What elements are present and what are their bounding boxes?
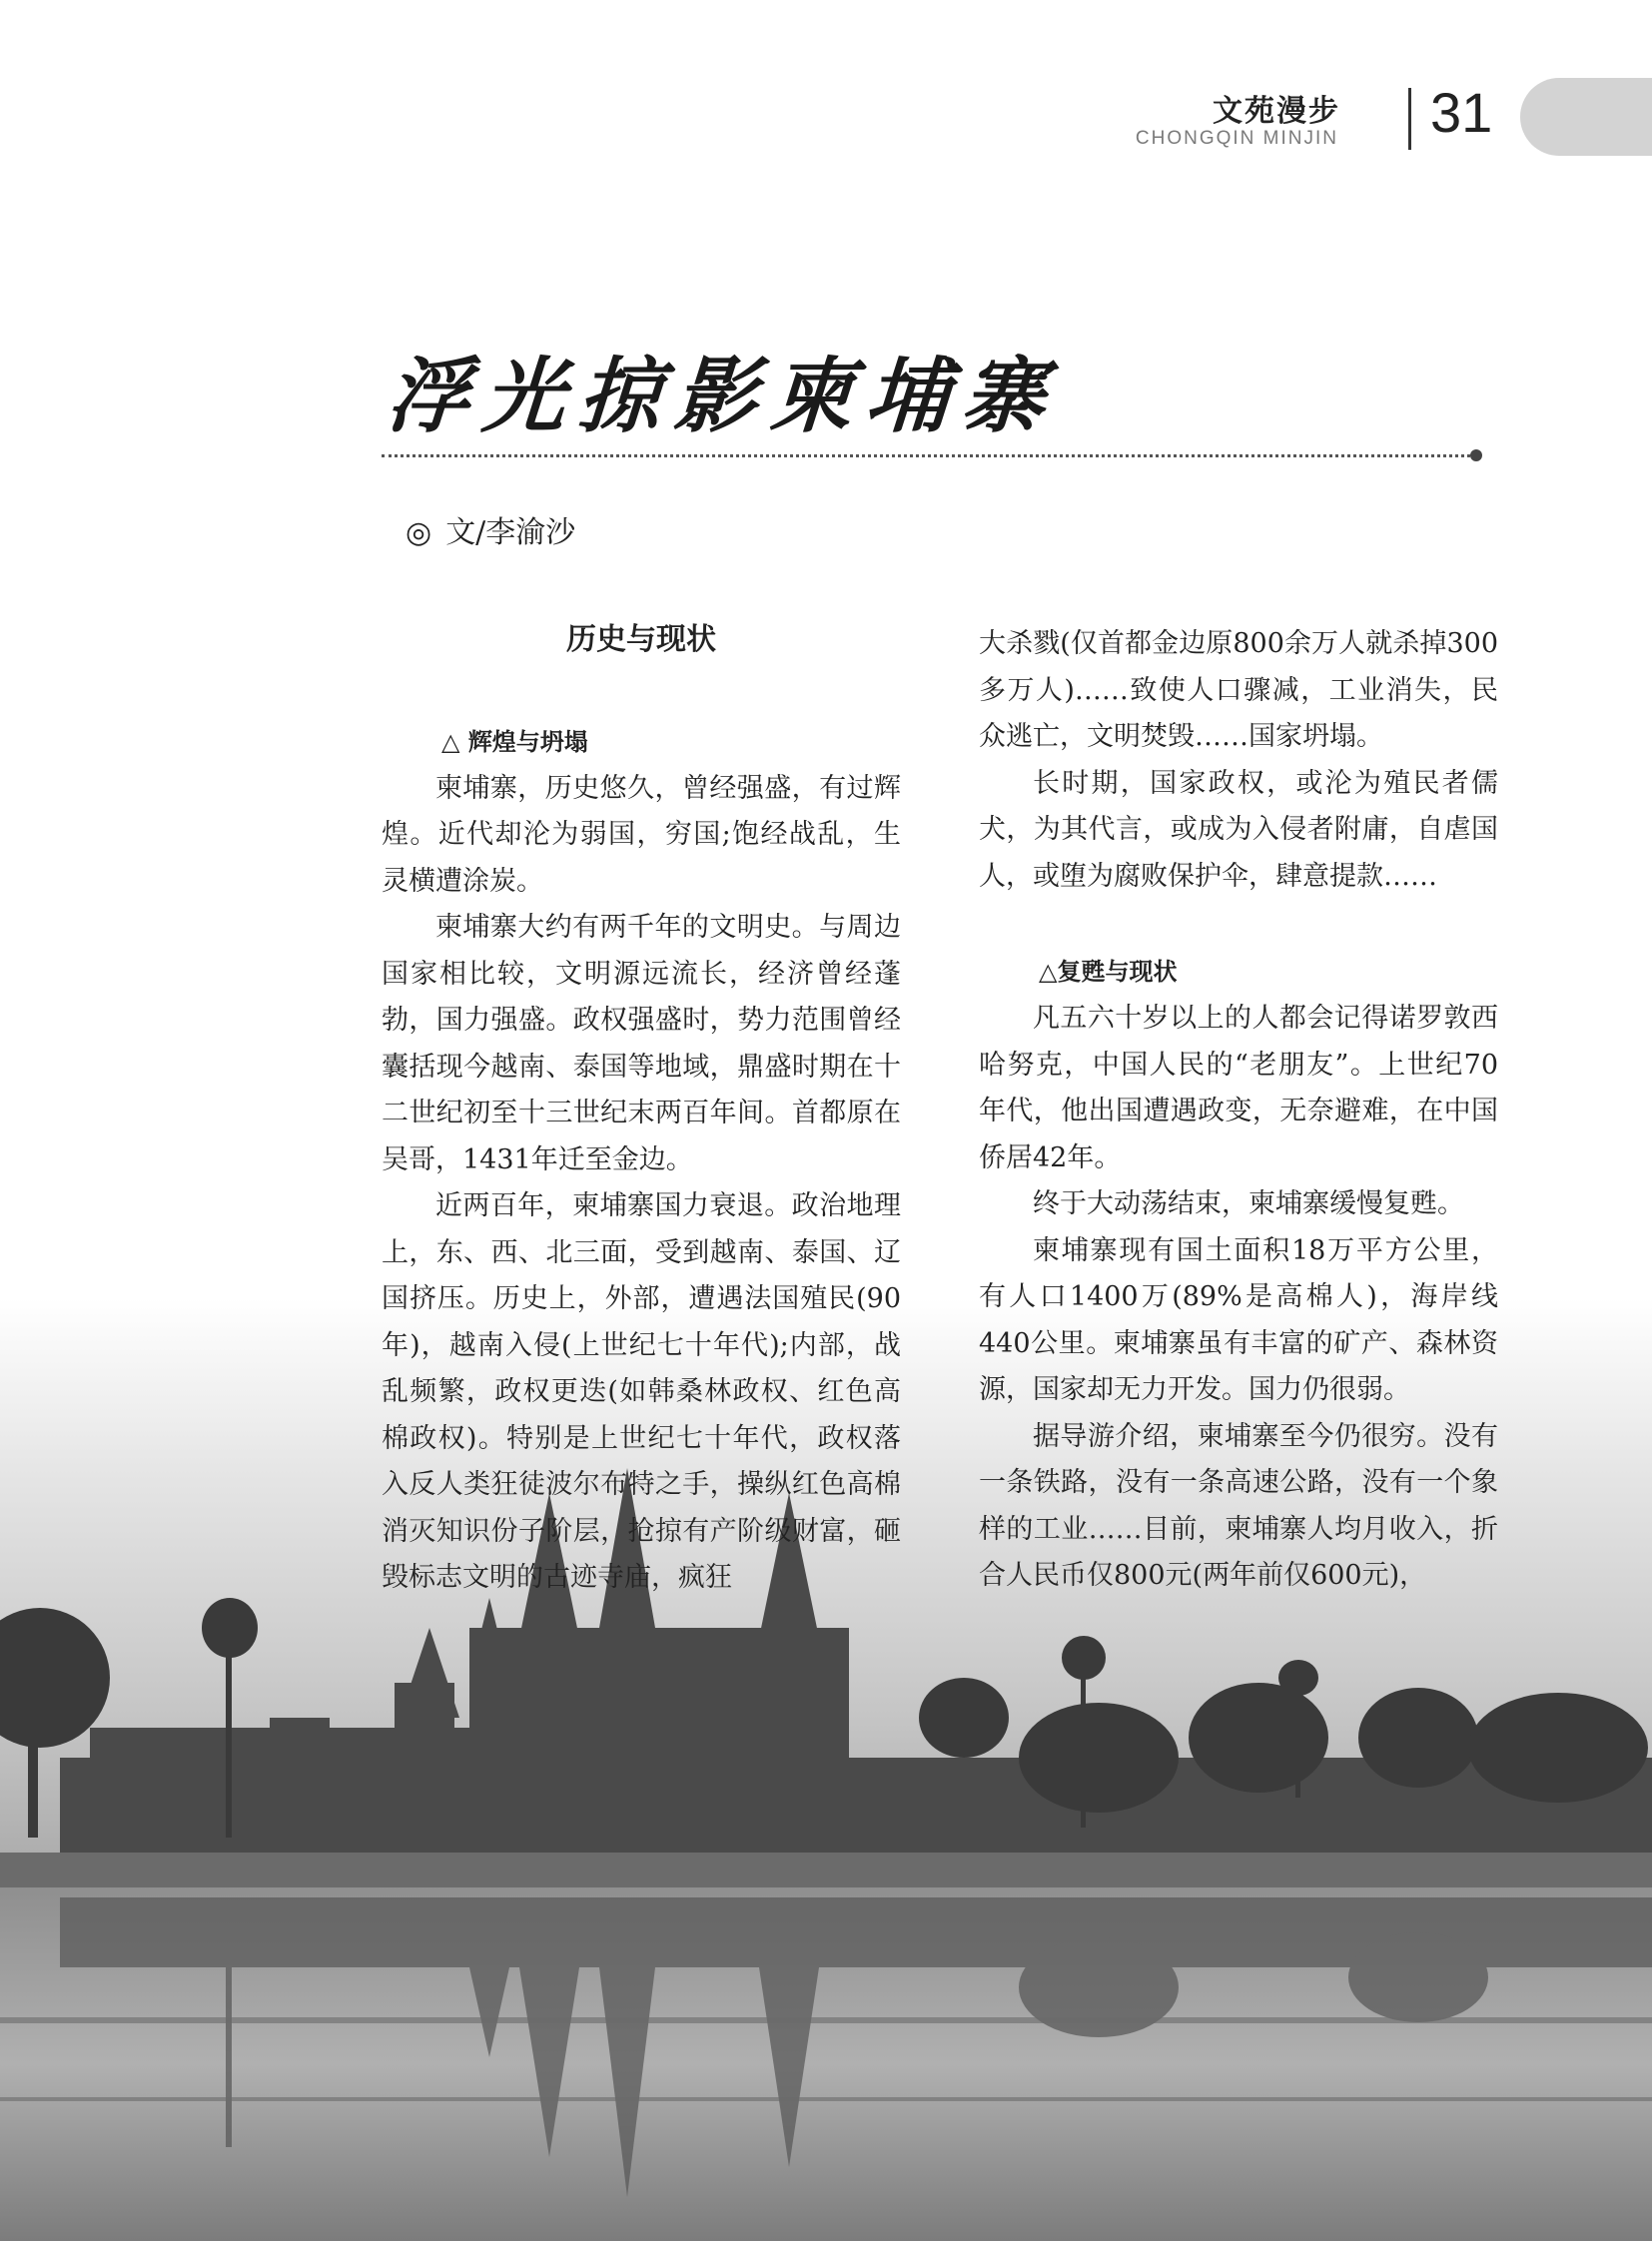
left-column (382, 609, 901, 1602)
subheading-revival-status: △复甦与现状 (1039, 958, 1178, 986)
page-number: 31 (1430, 81, 1493, 144)
byline (406, 507, 575, 551)
paragraph: 长时期，国家政权，或沦为殖民者儒犬，为其代言，或成为入侵者附庸，自虐国人，或堕为腐败保护伞，肆意提款…… (979, 767, 1498, 892)
paragraph-continuation: 大杀戮(仅首都金边原800余万人就杀掉300多万人)……致使人口骤减，工业消失，民众逃亡，文明焚毁……国家坍塌。 (979, 628, 1498, 752)
paragraph: 柬埔寨现有国土面积18万平方公里，有人口1400万(89%是高棉人)，海岸线440公里。柬埔寨虽有丰富的矿产、森林资源，国家却无力开发。国力仍很弱。 (979, 1234, 1498, 1405)
subheading-glory-collapse: △ 辉煌与坍塌 (441, 727, 588, 756)
byline-author: 文/李渝沙 (445, 515, 576, 550)
title-dotted-rule (382, 454, 1476, 457)
header-divider (1408, 88, 1411, 150)
paragraph: 凡五六十岁以上的人都会记得诺罗敦西哈努克，中国人民的“老朋友”。上世纪70年代，他出国遭遇政变，无奈避难，在中国侨居42年。 (979, 1003, 1498, 1173)
section-subtitle: CHONGQIN MINJIN (1135, 128, 1338, 149)
paragraph: 终于大动荡结束，柬埔寨缓慢复甦。 (1033, 1188, 1464, 1219)
section-heading: 历史与现状 (566, 622, 716, 657)
paragraph: 柬埔寨，历史悠久，曾经强盛，有过辉煌。近代却沦为弱国，穷国;饱经战乱，生灵横遭涂炭。 (382, 772, 901, 897)
right-column (979, 621, 1498, 1600)
article-title: 浮光掠影柬埔寨 (384, 349, 1062, 444)
paragraph: 近两百年，柬埔寨国力衰退。政治地理上，东、西、北三面，受到越南、泰国、辽国挤压。历史上，外部，遭遇法国殖民(90年)，越南入侵(上世纪七十年代);内部，战乱频繁，政权更迭(如韩桑林政权、红色高棉政权)。特别是上世纪七十年代，政权落入反人类狂徒波尔布特之手，操纵红色高棉消灭知识份子阶层，抢掠有产阶级财富，砸毁标志文明的古迹寺庙，疯狂 (382, 1190, 901, 1593)
title-rule-endpoint (1470, 449, 1482, 461)
paragraph: 据导游介绍，柬埔寨至今仍很穷。没有一条铁路，没有一条高速公路，没有一个象样的工业……目前，柬埔寨人均月收入，折合人民币仅800元(两年前仅600元)， (979, 1420, 1498, 1591)
paragraph: 柬埔寨大约有两千年的文明史。与周边国家相比较，文明源远流长，经济曾经蓬勃，国力强盛。政权强盛时，势力范围曾经囊括现今越南、泰国等地域，鼎盛时期在十二世纪初至十三世纪末两百年间。首都原在吴哥，1431年迁至金边。 (382, 912, 901, 1175)
section-name: 文苑漫步 (1213, 94, 1340, 129)
page-tab (1520, 78, 1652, 156)
byline-mark: ◎ (406, 515, 432, 550)
